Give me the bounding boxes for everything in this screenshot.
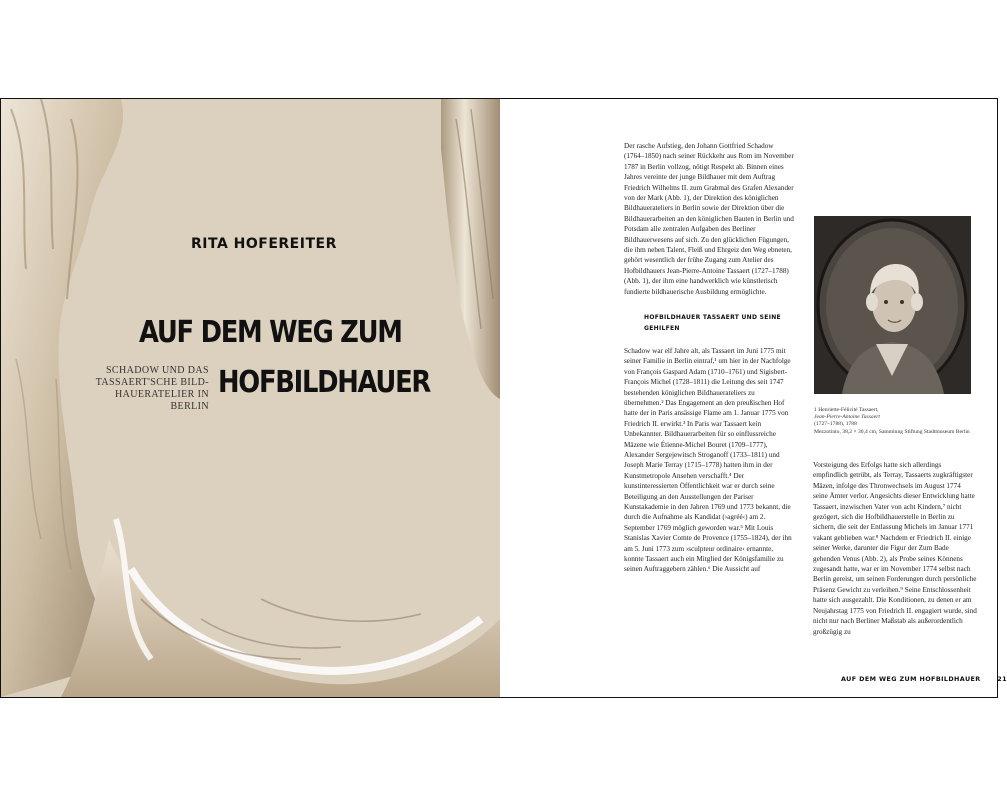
page-number: 21	[997, 675, 1007, 683]
text-column-right	[813, 460, 977, 637]
footer-title: AUF DEM WEG ZUM HOFBILDHAUER	[841, 675, 981, 683]
left-page	[1, 99, 500, 697]
body-paragraph: Schadow war elf Jahre alt, als Tassaert im Juni 1775 mit seiner Familie in Berlin eintraf,¹ um hier in der Nachfolge von François Gaspard Adam (1710–1761) und Sigisbert-François Michel (1728–1811) die Leitung des seit 1747 bestehenden königlichen Bildhauerateliers zu übernehmen.² Das Engagement an den preußischen Hof hatte der in Paris ansässige Flame am 1. Januar 1775 von Friedrich II. erwirkt.³ In Paris war Tassaert kein Unbekannter. Bildhauerarbeiten für so einflussreiche Mäzene wie Étienne-Michel Bouret (1709–1777), Alexander Sergejewitsch Stroganoff (1733–1811) und Joseph Marie Terray (1715–1778) hatten ihm in der Kunstmetropole Ansehen verschafft.⁴ Der kunstinteressierten Öffentlichkeit war er durch seine Beteiligung an den Ausstellungen der Pariser Kunstakademie in den Jahren 1769 und 1773 bekannt, die durch die Aufnahme als Kandidat (›agréé‹) am 2. September 1769 möglich geworden war.⁵ Mit Louis Stanislas Xavier Comte de Provence (1755–1824), der ihn am 5. Juni 1773 zum ›sculpteur ordinaire‹ ernannte, konnte Tassaert auch ein Mitglied der Königsfamilie zu seinen Auftraggebern zählen.⁶ Die Aussicht auf	[624, 346, 792, 574]
section-subheading: HOFBILDHAUER TASSAERT UND SEINE GEHILFEN	[644, 314, 781, 332]
right-page	[500, 99, 1007, 697]
book-spread	[0, 98, 1007, 698]
body-paragraph: Der rasche Aufstieg, den Johann Gottfried Schadow (1764–1850) nach seiner Rückkehr aus Rom im November 1787 in Berlin vollzog, nötigt Respekt ab. Binnen eines Jahres vereinte der junge Bildhauer mit dem Auftrag Friedrich Wilhelms II. zum Grabmal des Grafen Alexander von der Mark (Abb. 1), der Direktion des königlichen Bildhauerateliers in Berlin sowie der Direktion über die Bildhauerarbeiten an den königlichen Bauten in Berlin und Potsdam alle zentralen Aufgaben des Berliner Bildhauerwesens auf sich. Zu den glücklichen Fügungen, die ihm neben Talent, Fleiß und Ehrgeiz den Weg ebneten, gehört wesentlich der frühe Zugang zum Atelier des Hofbildhauers Jean-Pierre-Antoine Tassaert (1727–1788) (Abb. 1), der ihm eine handwerklich wie künstlerisch fundierte bildhauerische Ausbildung ermöglichte.	[624, 142, 794, 296]
image-caption	[814, 407, 974, 436]
caption-line: Jean-Pierre-Antoine Tassaert	[814, 414, 880, 421]
text-column-left	[624, 141, 794, 575]
author-name: RITA HOFEREITER	[191, 236, 337, 252]
caption-line: 1 Henriette-Félicité Tassaert,	[814, 407, 879, 413]
subtitle	[85, 365, 209, 413]
caption-line: Mezzotinto, 38,2 × 30,4 cm, Sammlung Stiftung Stadtmuseum Berlin	[814, 428, 970, 435]
portrait-engraving	[814, 216, 971, 394]
subtitle-line: HAUERATELIER IN BERLIN	[114, 389, 209, 412]
title-line-1: AUF DEM WEG ZUM	[139, 315, 402, 350]
running-footer	[841, 675, 1007, 683]
caption-line: (1727–1788), 1788	[814, 421, 857, 428]
subtitle-line: TASSAERT'SCHE BILD-	[95, 377, 209, 388]
subtitle-line: SCHADOW UND DAS	[105, 365, 209, 376]
body-paragraph: Vorsteigung des Erfolgs hatte sich allerdings empfindlich getrübt, als Terray, Tassaerts zugkräftigster Mäzen, infolge des Thronwechsels im August 1774 seine Ämter verlor. Angesichts dieser Entwicklung hatte Tassaert, inzwischen Vater von acht Kindern,⁷ nicht gezögert, sich die Hofbildhauerstelle in Berlin zu sichern, die seit der Entlassung Michels im Januar 1771 vakant geblieben war.⁸ Nachdem er Friedrich II. einige seiner Werke, darunter die Figur der Zum Bade gehenden Venus (Abb. 2), als Probe seines Könnens zugesandt hatte, war er im November 1774 selbst nach Berlin gereist, um seinen Forderungen durch persönliche Präsenz Gewicht zu verleihen.⁹ Seine Entschlossenheit hatte sich ausgezahlt. Die Konditionen, zu denen er am Neujahrstag 1775 von Friedrich II. engagiert wurde, sind nicht nur nach Berliner Maßstab als außerordentlich großzügig zu	[813, 461, 977, 636]
title-line-2: HOFBILDHAUER	[218, 365, 431, 400]
